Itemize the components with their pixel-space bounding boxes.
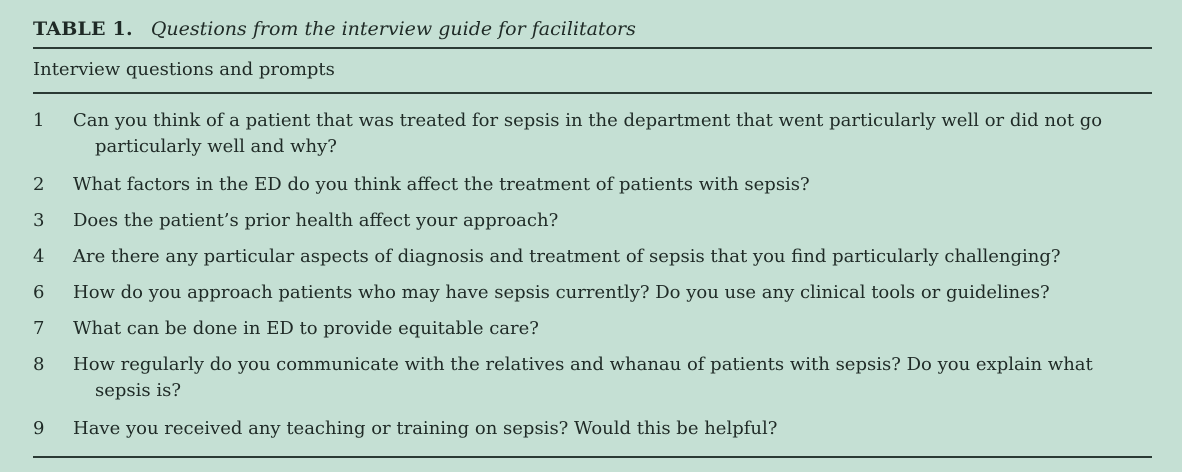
row-number: 3	[33, 210, 45, 231]
header-rule	[33, 92, 1152, 94]
table-row	[33, 244, 1152, 280]
table-title: Questions from the interview guide for facilitators	[150, 18, 636, 40]
bottom-rule	[33, 456, 1152, 458]
table-caption	[33, 18, 636, 40]
row-number: 2	[33, 174, 45, 195]
row-number: 8	[33, 354, 45, 375]
row-question: How do you approach patients who may have sepsis currently? Do you use any clinical tools or guidelines?	[73, 282, 1050, 303]
column-header: Interview questions and prompts	[33, 59, 335, 80]
row-number: 1	[33, 110, 45, 131]
row-question: Can you think of a patient that was treated for sepsis in the department that went particularly well or did not go particularly well and why?	[73, 110, 1103, 157]
table-row	[33, 316, 1152, 352]
row-question: Does the patient’s prior health affect your approach?	[73, 210, 559, 231]
table-label: TABLE 1.	[33, 18, 133, 40]
table-body	[33, 108, 1152, 452]
table-row	[33, 208, 1152, 244]
row-question: How regularly do you communicate with the relatives and whanau of patients with sepsis? Do you explain what sepsis is?	[73, 354, 1093, 401]
row-number: 4	[33, 246, 45, 267]
top-rule	[33, 47, 1152, 49]
row-question: What factors in the ED do you think affect the treatment of patients with sepsis?	[73, 174, 810, 195]
row-number: 6	[33, 282, 45, 303]
row-number: 9	[33, 418, 45, 439]
table-row	[33, 416, 1152, 452]
table-row	[33, 172, 1152, 208]
row-question: What can be done in ED to provide equitable care?	[73, 318, 539, 339]
row-number: 7	[33, 318, 45, 339]
table-row	[33, 108, 1152, 172]
table-row	[33, 280, 1152, 316]
table-row	[33, 352, 1152, 416]
row-question: Are there any particular aspects of diagnosis and treatment of sepsis that you find particularly challenging?	[73, 246, 1061, 267]
row-question: Have you received any teaching or training on sepsis? Would this be helpful?	[73, 418, 778, 439]
